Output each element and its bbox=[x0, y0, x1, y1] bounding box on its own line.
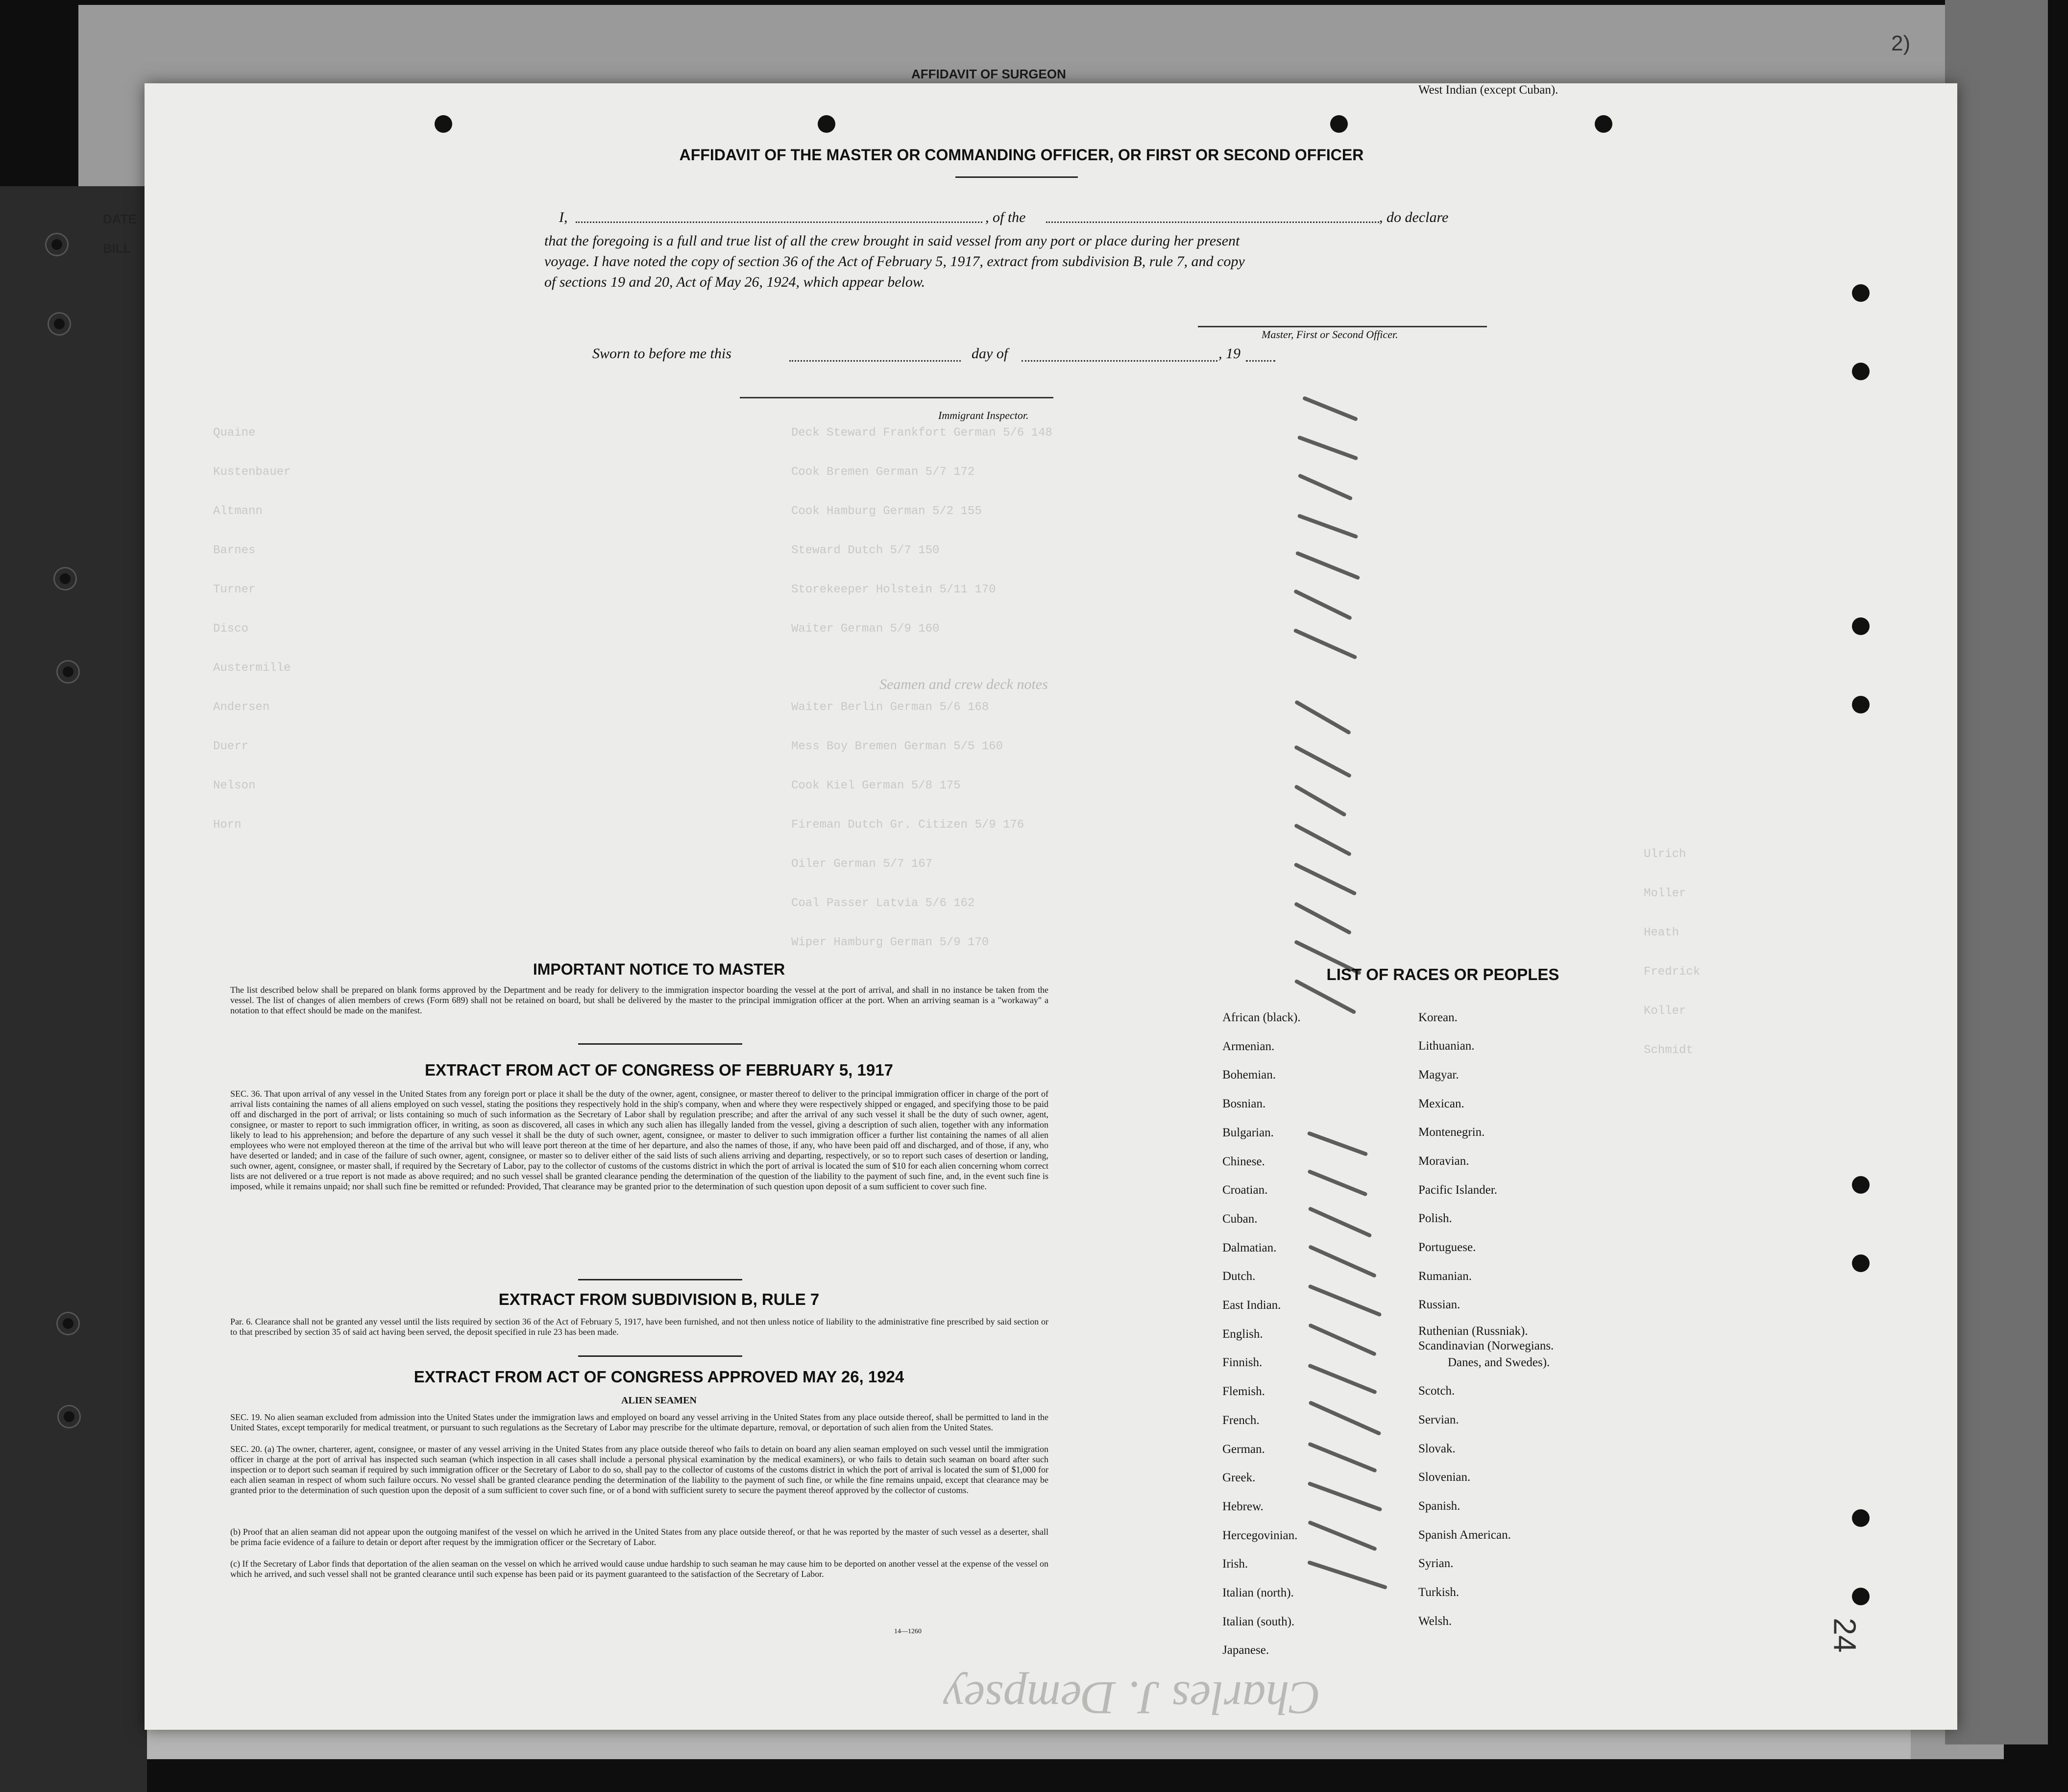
races-title: LIST OF RACES OR PEOPLES bbox=[1326, 965, 1559, 983]
sec-20a-text: SEC. 20. (a) The owner, charterer, agent, consignee, or master of any vessel arriving in the United States from any place outside thereof who fails to detain on board any alien seaman employed on such vessel until the immigration officer in charge at the port of arrival has inspected such seaman (which inspection in all cases shall include a personal physical examination by the medical examiners), or who fails to detain such seaman on board after such inspection or to deport such seaman if required by such immigration officer or the Secretary of Labor to do so, shall pay to the collector of customs of the customs district in which the port of arrival is located the sum of $1,000 for each alien seaman in respect of whom such failure occurs. No vessel shall be granted clearance pending the determination of the liability to the payment of such fine, or while the fine remains unpaid, except that clearance may be granted prior to the determination of such question upon the deposit of a sum sufficient to cover such fine, or of a bond with sufficient surety to secure the payment thereof approved by the collector of customs. bbox=[230, 1444, 1048, 1495]
binder-ring bbox=[55, 568, 75, 589]
inspector-signature-line[interactable] bbox=[740, 397, 1053, 398]
race-item: Flemish. bbox=[1222, 1385, 1265, 1399]
sworn-label: Sworn to before me this bbox=[592, 345, 731, 362]
affidavit-declare: , do declare bbox=[1379, 209, 1449, 225]
subdivision-b-text: Par. 6. Clearance shall not be granted any vessel until the lists required by section 36 of the Act of February 5, 1917, have been furnished, and not then unless notice of liability to the administrative fine prescribed by said section or to that prescribed by section 35 of said act having been served, the deposit specified in rule 23 has been made. bbox=[230, 1317, 1048, 1337]
bleed-through-annotation: Seamen and crew deck notes bbox=[879, 676, 1048, 692]
race-item: Slovenian. bbox=[1418, 1471, 1471, 1484]
section-rule bbox=[578, 1279, 742, 1280]
alien-seamen-subtitle: ALIEN SEAMEN bbox=[621, 1395, 697, 1406]
vessel-field[interactable] bbox=[1046, 221, 1379, 223]
race-item: Italian (north). bbox=[1222, 1586, 1294, 1599]
race-item: Pacific Islander. bbox=[1418, 1183, 1498, 1197]
form-number: 14—1260 bbox=[894, 1628, 922, 1635]
race-item: Turkish. bbox=[1418, 1586, 1460, 1599]
notice-text: The list described below shall be prepared on blank forms approved by the Department and be ready for delivery to the immigration inspector boarding the vessel at the port of arrival, and shall in no instance be taken from the vessel. The list of changes of alien members of crews (Form 689) shall not be retained on board, but shall be delivered by the master to the principal immigration officer at the port. When an arriving seaman is a "workaway" a notation to that effect should be made on the manifest. bbox=[230, 985, 1048, 1015]
race-item: Hercegovinian. bbox=[1222, 1528, 1298, 1542]
section-rule bbox=[578, 1355, 742, 1357]
punch-hole bbox=[1852, 284, 1870, 302]
edge-label-date: DATE bbox=[103, 212, 137, 226]
race-item: Spanish American. bbox=[1418, 1528, 1511, 1542]
year-label: , 19 bbox=[1218, 345, 1241, 362]
race-item: Polish. bbox=[1418, 1212, 1452, 1225]
inspector-label: Immigrant Inspector. bbox=[938, 409, 1029, 421]
section-rule bbox=[578, 1043, 742, 1045]
race-item: Spanish. bbox=[1418, 1499, 1460, 1513]
race-item: German. bbox=[1222, 1442, 1265, 1456]
handwritten-signature: Charles J. Dempsey bbox=[943, 1672, 1321, 1724]
race-item: Scotch. bbox=[1418, 1384, 1455, 1398]
edge-label-bill: BILL bbox=[103, 241, 131, 256]
race-item: Bohemian. bbox=[1222, 1068, 1276, 1082]
race-item: Irish. bbox=[1222, 1557, 1248, 1571]
race-item: Dalmatian. bbox=[1222, 1241, 1277, 1254]
race-item: Hebrew. bbox=[1222, 1499, 1264, 1513]
binder-ring bbox=[59, 1406, 79, 1427]
race-item: Finnish. bbox=[1222, 1356, 1263, 1370]
race-item: Chinese. bbox=[1222, 1154, 1265, 1168]
race-item: English. bbox=[1222, 1327, 1263, 1341]
page-number: 24 bbox=[1827, 1618, 1863, 1653]
sec-19-text: SEC. 19. No alien seaman excluded from admission into the United States under the immigration laws and employed on board any vessel arriving in the United States from any place outside thereof, shall be permitted to land in the United States, except temporarily for medical treatment, or pursuant to such regulations as the Secretary of Labor may prescribe for the ultimate departure, removal, or deportation of such alien from the United States. bbox=[230, 1412, 1048, 1432]
name-field[interactable] bbox=[576, 221, 982, 223]
punch-hole bbox=[1330, 115, 1348, 133]
sec-20c-text: (c) If the Secretary of Labor finds that deportation of the alien seaman on the vessel on which he arrived would cause undue hardship to such seaman he may cause him to be deported on another vessel at the expense of the vessel on which he arrived, and such vessel shall not be granted clearance until such expense has been paid or its payment guaranteed to the satisfaction of the Secretary of Labor. bbox=[230, 1559, 1048, 1579]
sec-20b-text: (b) Proof that an alien seaman did not appear upon the outgoing manifest of the vessel on which he arrived in the United States from any place outside thereof, or that he was reported by the master of such vessel as a deserter, shall be prima facie evidence of a failure to detain or deport after request by the immigration officer or the Secretary of Labor. bbox=[230, 1527, 1048, 1547]
race-item: Croatian. bbox=[1222, 1183, 1268, 1197]
affidavit-title: AFFIDAVIT OF THE MASTER OR COMMANDING OFFICER, OR FIRST OR SECOND OFFICER bbox=[679, 146, 1364, 164]
race-item: Rumanian. bbox=[1418, 1270, 1472, 1283]
master-signature-label: Master, First or Second Officer. bbox=[1262, 328, 1398, 341]
punch-hole bbox=[1595, 115, 1612, 133]
manifest-page: Quaine Kustenbauer Altmann Barnes Turner Disco Austermille Andersen Duerr Nelson Horn Ulrich Moller Heath Fredrick Koller Schmidt Deck Steward Frankfort German 5/6 148 Cook Bremen German 5/7 172 Cook Hamburg German 5/2 155 Steward Dutch 5/7 150 Storekeeper Holstein 5/11 170 Waiter German 5/9 160 Waiter Berlin German 5/6 168 Mess Boy Bremen German 5/5 160 Cook Kiel German 5/8 175 Fireman Dutch Gr. Citizen 5/9 176 Oiler German 5/7 167 Coal Passer Latvia 5/6 162 Wiper Hamburg German 5/9 170 Seamen and crew deck notes AFFIDAVIT OF THE MASTER OR COMMANDING OFFICER, OR FIRST OR SECOND OFFICER I, , of the , do declare that the foregoing is a full and true list of all the crew brought in said vessel from any port or place during her present voyage. I have noted the copy of section 36 of the Act of February 5, 1917, extract from subdivision B, rule 7, and copy of sections 19 and 20, Act of May 26, 1924, which appear below. Master, First or Second Officer. Sworn to before me this day of , 19 Immigrant Inspector. IMPORTANT NOTICE TO MASTER The list described below shall be prepared on blank forms approved by the Department and be ready for delivery to the immigration inspector boarding the vessel at the port of arrival, and shall in no instance be taken from the vessel. The list of changes of alien members of crews (Form 689) shall not be retained on board, but shall be delivered by the master to the principal immigration officer at the port. When an arriving seaman is a "workaway" a notation to that effect should be made on the manifest. EXTRACT FROM ACT OF CONGRESS OF FEBRUARY 5, 1917 SEC. 36. That upon arrival of any vessel in the United States from any foreign port or place it shall be the duty of the owner, agent, consignee, or master thereof to deliver to the principal immigration officer in charge of the port of arrival lists containing the names of all aliens employed on such vessel, stating the positions they respectively hold in the ship's company, when and where they were respectively shipped or engaged, and specifying those to be paid off and discharged in the port of arrival; or lists containing so much of such information as the Secretary of Labor shall by regulation prescribe; and after the arrival of any such vessel it shall be the duty of such owner, agent, consignee, or master to report to such immigration officer, in writing, as soon as discovered, all cases in which any such alien has illegally landed from the vessel, giving a description of such alien, together with any information likely to lead to his apprehension; and before the departure of any such vessel it shall be the duty of such owner, agent, consignee, or master to deliver to such immigration officer a further list containing the names of all alien employees who were not employed thereon at the time of the arrival but who will leave port thereon at the time of her departure, and also the names of those, if any, who have been paid off and discharged, and of those, if any, who have deserted or landed; and in case of the failure of such owner, agent, consignee, or master so to deliver either of the said lists of such aliens arriving and departing, respectively, or so to report such cases of desertion or landing, such owner, agent, consignee, or master shall, if required by the Secretary of Labor, pay to the collector of customs of the customs district in which the port of arrival is located the sum of $10 for each alien concerning whom correct lists are not delivered or a true report is not made as above required; and no such vessel shall be granted clearance pending the determination of the question of the liability to the payment of such fine, and, in the event such fine is imposed, while it remains unpaid; nor shall such fine be remitted or refunded: Provided, That clearance may be granted prior to the determination of such question upon deposit of a sum sufficient to cover such fine. EXTRACT FROM SUBDIVISION B, RULE 7 Par. 6. Clearance shall not be granted any vessel until the lists required by section 36 of the Act of February 5, 1917, have been furnished, and not then unless notice of liability to the administrative fine prescribed by said section or to that prescribed by section 35 of said act having been served, the deposit specified in rule 23 has been made. EXTRACT FROM ACT OF CONGRESS APPROVED MAY 26, 1924 ALIEN SEAMEN SEC. 19. No alien seaman excluded from admission into the United States under the immigration laws and employed on board any vessel arriving in the United States from any place outside thereof, shall be permitted to land in the United States, except temporarily for medical treatment, or pursuant to such regulations as the Secretary of Labor may prescribe for the ultimate departure, removal, or deportation of such alien from the United States. SEC. 20. (a) The owner, charterer, agent, consignee, or master of any vessel arriving in the United States from any place outside thereof who fails to detain on board any alien seaman employed on such vessel until the immigration officer in charge at the port of arrival has inspected such seaman (which inspection in all cases shall include a personal physical examination by the medical examiners), or who fails to detain such seaman on board after such inspection or to deport such seaman if required by such immigration officer or the Secretary of Labor to do so, shall pay to the collector of customs of the customs district in which the port of arrival is located the sum of $1,000 for each alien seaman in respect of whom such failure occurs. No vessel shall be granted clearance pending the determination of the liability to the payment of such fine, or while the fine remains unpaid, except that clearance may be granted prior to the determination of such question upon the deposit of a sum sufficient to cover such fine, or of a bond with sufficient surety to secure the payment thereof approved by the collector of customs. (b) Proof that an alien seaman did not appear upon the outgoing manifest of the vessel on which he arrived in the United States from any place outside thereof, or that he was reported by the master of such vessel as a deserter, shall be prima facie evidence of a failure to detain or deport after request by the immigration officer or the Secretary of Labor. (c) If the Secretary of Labor finds that deportation of the alien seaman on the vessel on which he arrived would cause undue hardship to such seaman he may cause him to be deported on another vessel at the expense of the vessel on which he arrived, and such vessel shall not be granted clearance until such expense has been paid or its payment guaranteed to the satisfaction of the Secretary of Labor. 14—1260 LIST OF RACES OR PEOPLES African (black). Armenian. Bohemian. Bosnian. Bulgarian. Chinese. Croatian. Cuban. Dalmatian. Dutch. East Indian. English. Finnish. Flemish. French. German. Greek. Hebrew. Hercegovinian. Irish. Italian (north). Italian (south). Japanese. Korean. Lithuanian. Magyar. Mexican. Montenegrin. Moravian. Pacific Islander. Polish. Portuguese. Rumanian. Russian. Ruthenian (Russniak). Scandinavian (Norwegians. Danes, and Swedes). Scotch. Servian. Slovak. Slovenian. Spanish. Spanish American. Syrian. Turkish. Welsh. West Indian (except Cuban). Charles J. Dempsey bbox=[145, 83, 1957, 1730]
race-item: Bosnian. bbox=[1222, 1097, 1266, 1111]
race-item: Slovak. bbox=[1418, 1442, 1456, 1455]
background-left-strip bbox=[0, 186, 147, 1792]
race-item: Moravian. bbox=[1418, 1154, 1469, 1168]
punch-hole bbox=[1852, 363, 1870, 380]
day-of-label: day of bbox=[972, 345, 1008, 362]
race-item: West Indian (except Cuban). bbox=[1418, 83, 1558, 97]
race-item: East Indian. bbox=[1222, 1299, 1281, 1312]
subdivision-b-title: EXTRACT FROM SUBDIVISION B, RULE 7 bbox=[498, 1290, 820, 1308]
background-sheet-right bbox=[1945, 0, 2048, 1744]
binder-ring bbox=[49, 314, 70, 334]
sworn-day-field[interactable] bbox=[789, 360, 961, 362]
race-item: Mexican. bbox=[1418, 1097, 1464, 1110]
binder-ring bbox=[47, 234, 67, 255]
race-item: Welsh. bbox=[1418, 1615, 1452, 1628]
race-item: Bulgarian. bbox=[1222, 1126, 1274, 1139]
race-item: Russian. bbox=[1418, 1298, 1460, 1311]
race-item: Servian. bbox=[1418, 1413, 1459, 1426]
race-item: Montenegrin. bbox=[1418, 1126, 1485, 1139]
binder-ring bbox=[58, 1313, 78, 1334]
race-item: Greek. bbox=[1222, 1471, 1256, 1485]
punch-hole bbox=[1852, 617, 1870, 635]
punch-hole bbox=[1852, 696, 1870, 713]
race-item: Lithuanian. bbox=[1418, 1039, 1475, 1053]
affidavit-of-the: , of the bbox=[985, 209, 1026, 225]
extract-1917-title: EXTRACT FROM ACT OF CONGRESS OF FEBRUARY 5, 1917 bbox=[425, 1061, 893, 1079]
affidavit-body-2: that the foregoing is a full and true list of all the crew brought in said vessel from any port or place during her present bbox=[544, 233, 1240, 249]
extract-1917-text: SEC. 36. That upon arrival of any vessel in the United States from any foreign port or place it shall be the duty of the owner, agent, consignee, or master thereof to deliver to the principal immigration officer in charge of the port of arrival lists containing the names of all aliens employed on such vessel, stating the positions they respectively hold in the ship's company, when and where they were respectively shipped or engaged, and specifying those to be paid off and discharged in the port of arrival; or lists containing so much of such information as the Secretary of Labor shall by regulation prescribe; and after the arrival of any such vessel it shall be the duty of such owner, agent, consignee, or master to report to such immigration officer, in writing, as soon as discovered, all cases in which any such alien has illegally landed from the vessel, giving a description of such alien, together with any information likely to lead to his apprehension; and before the departure of any such vessel it shall be the duty of such owner, agent, consignee, or master to deliver to such immigration officer a further list containing the names of all alien employees who were not employed thereon at the time of the arrival but who will leave port thereon at the time of her departure, and also the names of those, if any, who have been paid off and discharged, and of those, if any, who have deserted or landed; and in case of the failure of such owner, agent, consignee, or master so to deliver either of the said lists of such aliens arriving and departing, respectively, or so to report such cases of desertion or landing, such owner, agent, consignee, or master shall, if required by the Secretary of Labor, pay to the collector of customs of the customs district in which the port of arrival is located the sum of $10 for each alien concerning whom correct lists are not delivered or a true report is not made as above required; and no such vessel shall be granted clearance pending the determination of the question of the liability to the payment of such fine, and, in the event such fine is imposed, while it remains unpaid; nor shall such fine be remitted or refunded: Provided, That clearance may be granted prior to the determination of such question upon deposit of a sum sufficient to cover such fine. bbox=[230, 1089, 1048, 1191]
race-item: Portuguese. bbox=[1418, 1241, 1476, 1254]
punch-hole bbox=[1852, 1254, 1870, 1272]
race-item: Italian (south). bbox=[1222, 1615, 1295, 1628]
race-item: Dutch. bbox=[1222, 1270, 1256, 1283]
extract-1924-title: EXTRACT FROM ACT OF CONGRESS APPROVED MAY 26, 1924 bbox=[414, 1368, 904, 1386]
race-item: Cuban. bbox=[1222, 1212, 1258, 1226]
corner-number: 2) bbox=[1891, 31, 1911, 55]
year-field[interactable] bbox=[1246, 360, 1275, 362]
race-item: African (black). bbox=[1222, 1011, 1301, 1024]
punch-hole bbox=[1852, 1176, 1870, 1194]
race-item: Syrian. bbox=[1418, 1557, 1454, 1570]
punch-hole bbox=[818, 115, 835, 133]
notice-title: IMPORTANT NOTICE TO MASTER bbox=[533, 960, 785, 978]
race-item: Japanese. bbox=[1222, 1644, 1269, 1657]
race-item: Armenian. bbox=[1222, 1039, 1275, 1053]
title-rule bbox=[955, 176, 1078, 178]
master-signature-line[interactable] bbox=[1198, 326, 1487, 327]
sworn-month-field[interactable] bbox=[1022, 360, 1217, 362]
race-item: Ruthenian (Russniak). bbox=[1418, 1325, 1528, 1338]
race-item: French. bbox=[1222, 1413, 1260, 1427]
punch-hole bbox=[435, 115, 452, 133]
punch-hole bbox=[1852, 1509, 1870, 1527]
top-label: AFFIDAVIT OF SURGEON bbox=[911, 67, 1066, 81]
race-item: Magyar. bbox=[1418, 1068, 1459, 1081]
binder-ring bbox=[58, 662, 78, 682]
affidavit-body-4: of sections 19 and 20, Act of May 26, 1924, which appear below. bbox=[544, 274, 925, 290]
race-item: Korean. bbox=[1418, 1011, 1458, 1024]
affidavit-body-3: voyage. I have noted the copy of section 36 of the Act of February 5, 1917, extract from subdivision B, rule 7, and copy bbox=[544, 253, 1245, 270]
punch-hole bbox=[1852, 1588, 1870, 1605]
race-item: Scandinavian (Norwegians. bbox=[1418, 1339, 1554, 1352]
race-item: Danes, and Swedes). bbox=[1448, 1356, 1550, 1369]
affidavit-i: I, bbox=[559, 209, 568, 225]
